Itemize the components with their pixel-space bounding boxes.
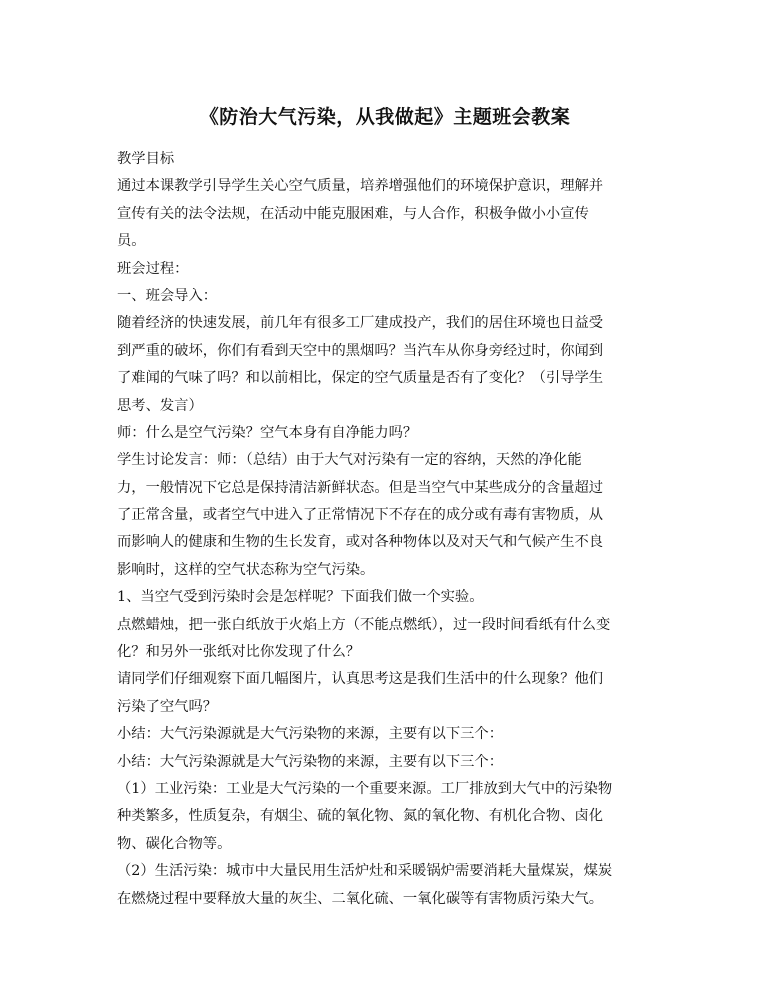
text-line: 师：什么是空气污染？空气本身有自净能力吗？	[117, 424, 418, 441]
document-title: 《防治大气污染，从我做起》主题班会教案	[199, 106, 571, 128]
text-line: 小结：大气污染源就是大气污染物的来源，主要有以下三个：	[117, 753, 504, 770]
text-line: 班会过程：	[117, 260, 189, 277]
text-line: 教学目标	[117, 151, 175, 167]
text-line: 学生讨论发言：师：（总结）由于大气对污染有一定的容纳，天然的净化能	[117, 452, 582, 469]
text-line: 影响时，这样的空气状态称为空气污染。	[117, 561, 375, 578]
text-line: 种类繁多，性质复杂，有烟尘、硫的氧化物、氮的氧化物、有机化合物、卤化	[117, 808, 604, 825]
text-line: 而影响人的健康和生物的生长发育，或对各种物体以及对天气和气候产生不良	[117, 534, 604, 551]
text-line: 了难闻的气味了吗？和以前相比，保定的空气质量是否有了变化？（引导学生	[117, 370, 604, 387]
text-line: 化？和另外一张纸对比你发现了什么？	[117, 644, 361, 661]
text-line: 到严重的破坏，你们有看到天空中的黑烟吗？当汽车从你身旁经过时，你闻到	[117, 342, 604, 359]
text-line: 请同学们仔细观察下面几幅图片，认真思考这是我们生活中的什么现象？他们	[117, 671, 604, 688]
text-line: 污染了空气吗？	[117, 698, 218, 715]
text-line: （1）工业污染：工业是大气污染的一个重要来源。工厂排放到大气中的污染物	[117, 780, 613, 797]
text-line: 点燃蜡烛，把一张白纸放于火焰上方（不能点燃纸），过一段时间看纸有什么变	[117, 616, 611, 633]
text-line: （2）生活污染：城市中大量民用生活炉灶和采暖锅炉需要消耗大量煤炭，煤炭	[117, 863, 613, 880]
text-line: 一、班会导入：	[117, 287, 218, 304]
text-line: 员。	[117, 233, 146, 250]
text-line: 随着经济的快速发展，前几年有很多工厂建成投产，我们的居住环境也日益受	[117, 315, 604, 332]
text-line: 1、当空气受到污染时会是怎样呢？下面我们做一个实验。	[117, 589, 484, 606]
text-line: 了正常含量，或者空气中进入了正常情况下不存在的成分或有毒有害物质，从	[117, 507, 604, 524]
text-line: 力，一般情况下它总是保持清洁新鲜状态。但是当空气中某些成分的含量超过	[117, 479, 604, 496]
text-line: 物、碳化合物等。	[117, 835, 232, 852]
text-line: 小结：大气污染源就是大气污染物的来源，主要有以下三个：	[117, 726, 504, 743]
text-line: 在燃烧过程中要释放大量的灰尘、二氧化硫、一氧化碳等有害物质污染大气。	[117, 890, 604, 907]
text-line: 思考、发言）	[117, 397, 203, 414]
document-body	[117, 146, 657, 913]
text-line: 通过本课教学引导学生关心空气质量，培养增强他们的环境保护意识，理解并	[117, 178, 604, 195]
text-line: 宣传有关的法令法规，在活动中能克服困难，与人合作，积极争做小小宣传	[117, 205, 589, 222]
